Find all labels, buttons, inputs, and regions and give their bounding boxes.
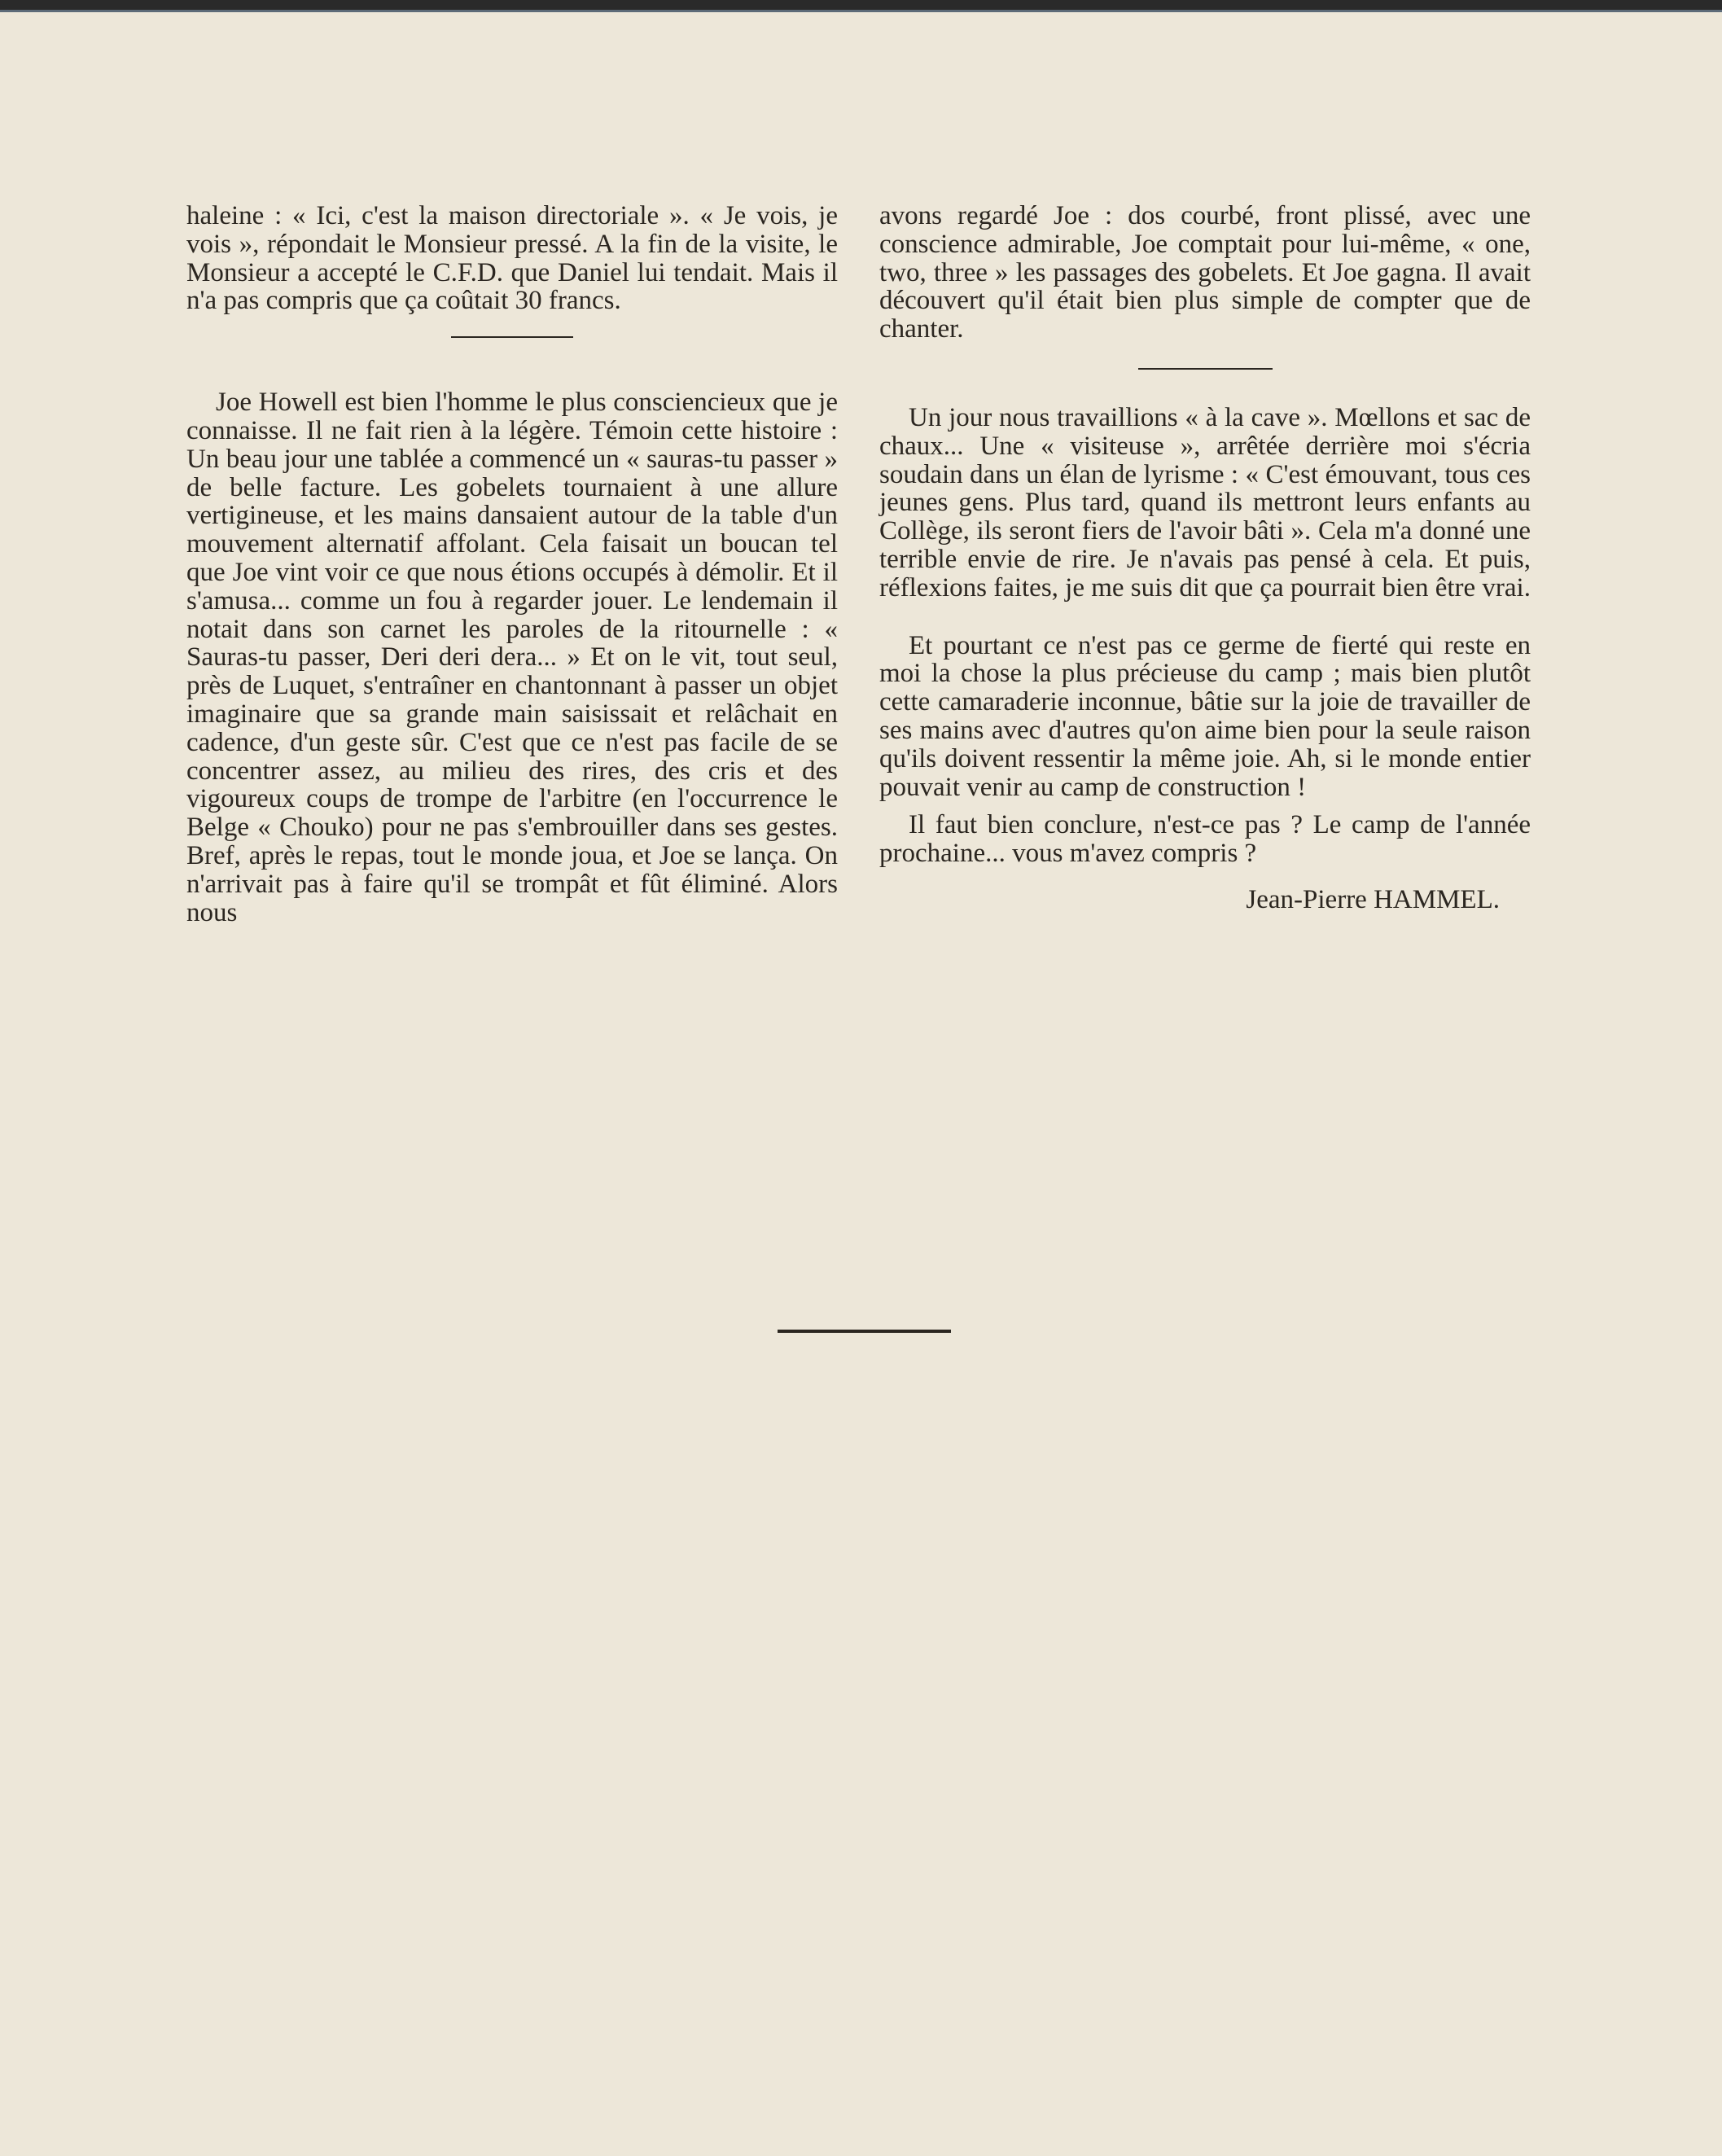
right-paragraph-4: Il faut bien conclure, n'est-ce pas ? Le camp de l'année prochaine... vous m'avez compris ? bbox=[879, 810, 1531, 869]
right-paragraph-3: Et pourtant ce n'est pas ce germe de fierté qui reste en moi la chose la plus précieuse du camp ; mais bien plutôt cette camaraderie inconnue, bâtie sur la joie de travailler de ses mains avec d'autres qu'on aime bien pour la seule raison qu'ils doivent ressentir la même joie. Ah, si le monde entier pouvait venir au camp de construction ! bbox=[879, 630, 1531, 802]
right-paragraph-1: avons regardé Joe : dos courbé, front plissé, avec une conscience admirable, Joe comptait pour lui-même, « one, two, three » les passages des gobelets. Et Joe gagna. Il avait découvert qu'il était bien plus simple de compter que de chanter. bbox=[879, 201, 1531, 344]
left-paragraph-1: haleine : « Ici, c'est la maison directoriale ». « Je vois, je vois », répondait le Monsieur pressé. A la fin de la visite, le Monsieur a accepté le C.F.D. que Daniel lui tendait. Mais il n'a pas compris que ça coûtait 30 francs. bbox=[186, 201, 838, 316]
author-signature: Jean-Pierre HAMMEL. bbox=[1246, 884, 1500, 914]
left-paragraph-2: Joe Howell est bien l'homme le plus consciencieux que je connaisse. Il ne fait rien à la légère. Témoin cette histoire : Un beau jour une tablée a commencé un « sauras-tu passer » de belle facture. Les gobelets tournaient à une allure vertigineuse, et les mains dansaient autour de la table d'un mouvement alternatif affolant. Cela faisait un boucan tel que Joe vint voir ce que nous étions occupés à démolir. Et il s'amusa... comme un fou à regarder jouer. Le lendemain il notait dans son carnet les paroles de la ritournelle : « Sauras-tu passer, Deri deri dera... » Et on le vit, tout seul, près de Luquet, s'entraîner en chantonnant à passer un objet imaginaire que sa grande main saisissait et relâchait en cadence, d'un geste sûr. C'est que ce n'est pas facile de se concentrer assez, au milieu des rires, des cris et des vigoureux coups de trompe de l'arbitre (en l'occurrence le Belge « Chouko) pour ne pas s'embrouiller dans ses gestes. Bref, après le repas, tout le monde joua, et Joe se lança. On n'arrivait pas à faire qu'il se trompât et fût éliminé. Alors nous bbox=[186, 388, 838, 927]
right-paragraph-2: Un jour nous travaillions « à la cave ». Mœllons et sac de chaux... Une « visiteuse », arrêtée derrière moi s'écria soudain dans un élan de lyrisme : « C'est émouvant, tous ces jeunes gens. Plus tard, quand ils mettront leurs enfants au Collège, ils seront fiers de l'avoir bâti ». Cela m'a donné une terrible envie de rire. Je n'avais pas pensé à cela. Et puis, réflexions faites, je me suis dit que ça pourrait bien être vrai. bbox=[879, 402, 1531, 603]
top-border-rule bbox=[0, 0, 1722, 12]
left-section-separator bbox=[451, 336, 573, 338]
right-section-separator bbox=[1138, 368, 1273, 370]
end-of-article-rule bbox=[778, 1330, 951, 1333]
right-column bbox=[879, 202, 1531, 914]
left-column bbox=[186, 202, 838, 927]
